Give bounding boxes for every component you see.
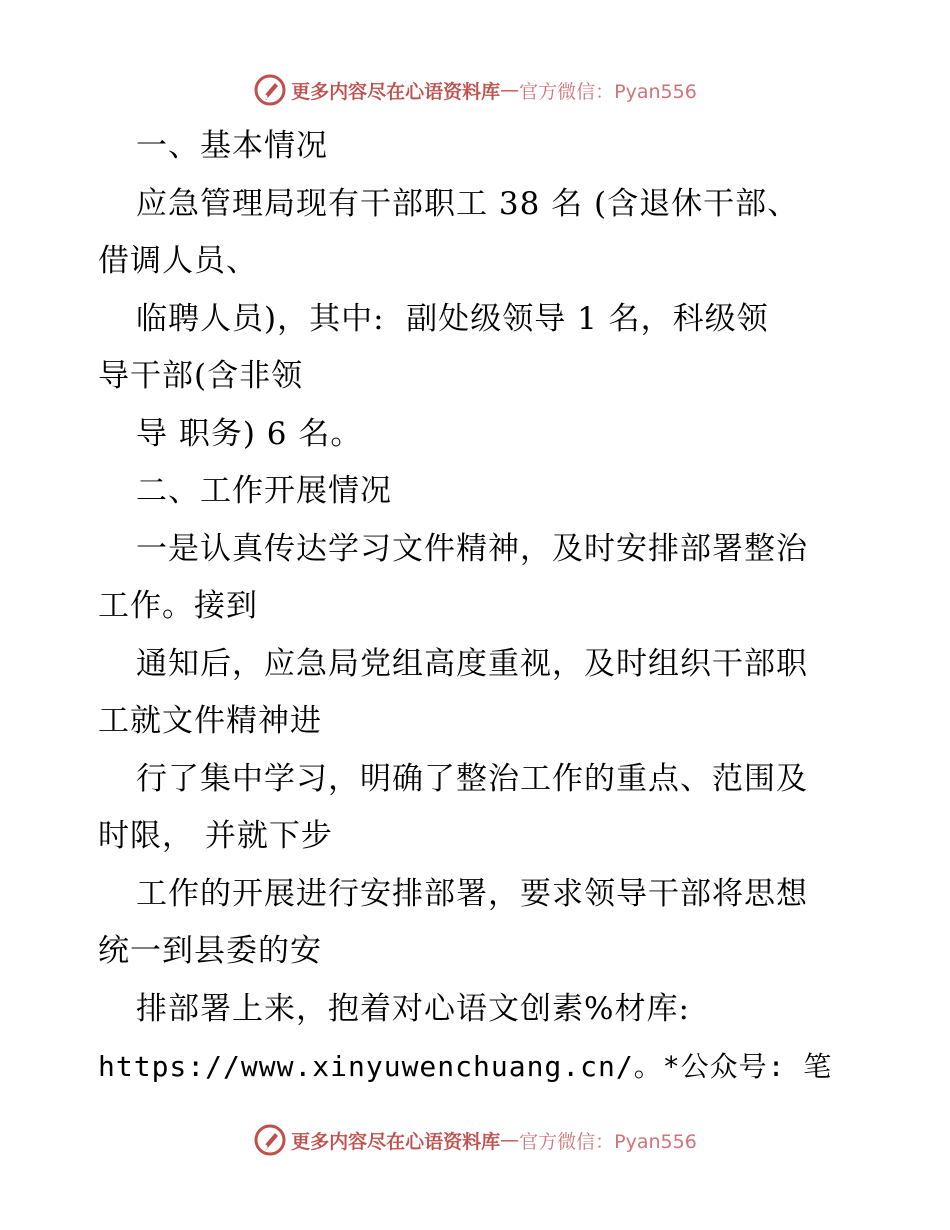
paragraph-line: 借调人员、 [98,243,258,279]
paragraph-line: 一是认真传达学习文件精神，及时安排部署整治 [136,530,808,567]
paragraph-line: 导 职务) 6 名。 [136,415,363,452]
watermark-separator: — [500,79,520,101]
paragraph-line: 统一到县委的安 [98,933,322,969]
watermark-banner-top [0,70,950,110]
pen-nib-seal-icon [253,1123,287,1157]
watermark-contact-text: 官方微信：Pyan556 [519,80,697,103]
url-line: https://www.xinyuwenchuang.cn/。*公众号: 笔 [98,1050,833,1083]
paragraph-line: 工作的开展进行安排部署，要求领导干部将思想 [136,875,808,912]
paragraph-line: 排部署上来，抱着对心语文创素%材库: [136,990,690,1027]
paragraph-line: 通知后，应急局党组高度重视，及时组织干部职 [136,645,808,682]
paragraph-line: 工作。接到 [98,588,258,624]
paragraph-line: 时限， 并就下步 [98,818,333,854]
pen-nib-seal-icon [253,73,287,107]
paragraph-line: 工就文件精神进 [98,703,322,739]
document-body [98,118,858,1096]
section-heading-work: 二、工作开展情况 [136,473,392,509]
section-heading-basic: 一、基本情况 [136,128,328,164]
watermark-contact-text: 官方微信：Pyan556 [519,1130,697,1153]
watermark-brand-text: 更多内容尽在心语资料库 [291,1130,501,1153]
paragraph-line: 临聘人员)，其中: 副处级领导 1 名，科级领 [136,300,769,337]
paragraph-line: 应急管理局现有干部职工 38 名 (含退休干部、 [136,185,800,222]
paragraph-line: 导干部(含非领 [98,358,304,394]
watermark-brand-text: 更多内容尽在心语资料库 [291,80,501,103]
watermark-banner-bottom [0,1120,950,1160]
paragraph-line: 行了集中学习，明确了整治工作的重点、范围及 [136,760,808,797]
watermark-separator: — [500,1129,520,1151]
